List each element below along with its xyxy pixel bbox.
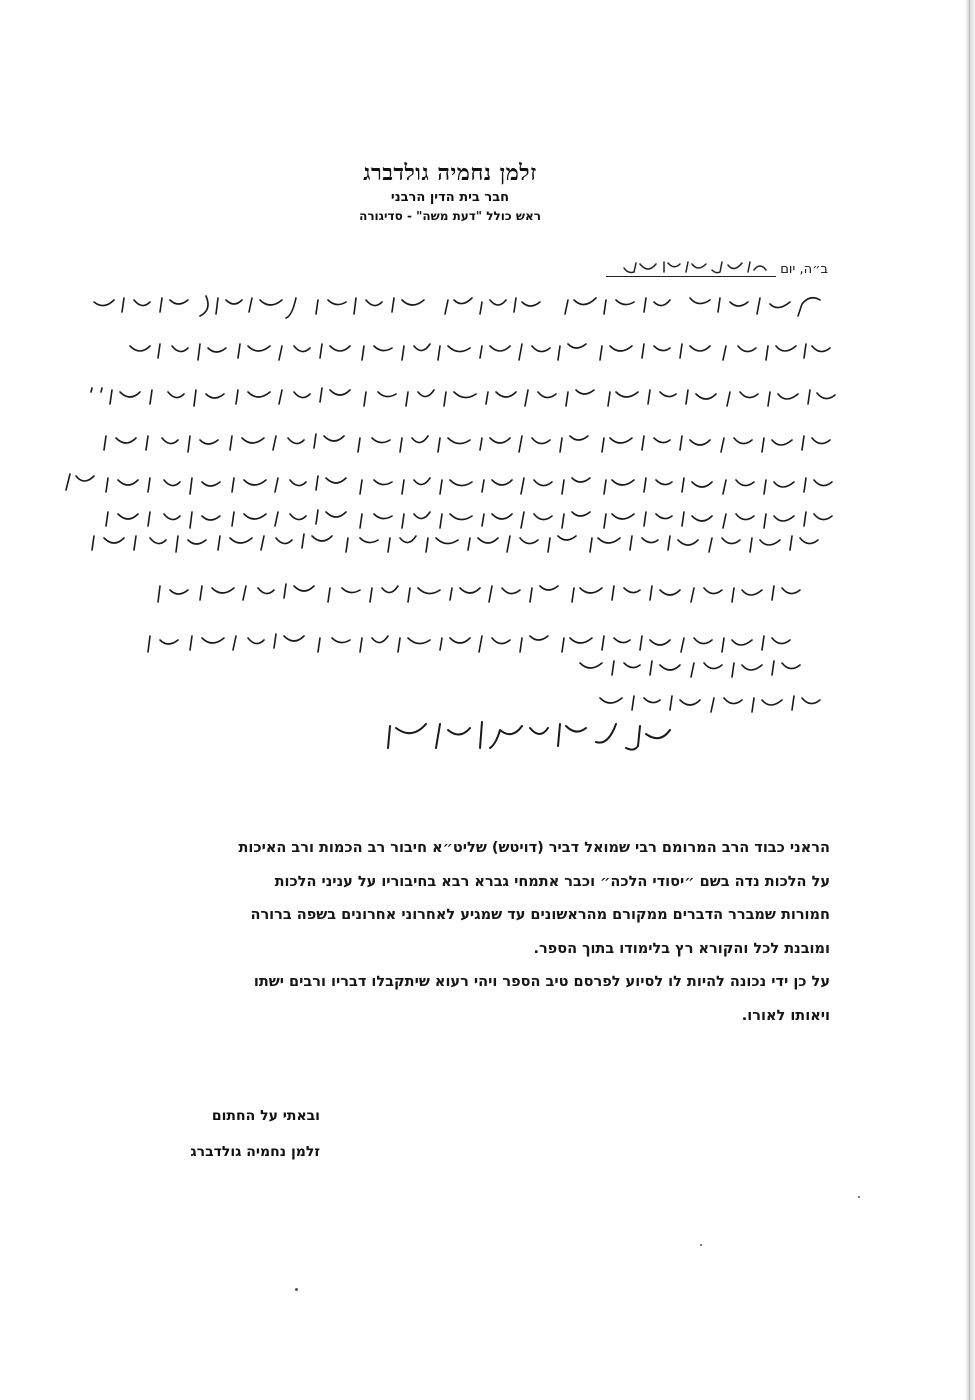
- date-line: [528, 258, 828, 277]
- letterhead-name: זלמן נחמיה גולדברג: [363, 160, 537, 186]
- handwritten-line-11: [600, 696, 820, 712]
- handwritten-line-8: [158, 584, 800, 602]
- handwritten-signature: [388, 722, 670, 750]
- closing-signature-name: זלמן נחמיה גולדברג: [190, 1144, 320, 1160]
- handwritten-line-5: [66, 474, 832, 494]
- letterhead-yeshiva: ראש כולל "דעת משה" - סדיגורה: [359, 209, 541, 223]
- handwritten-line-6: [106, 510, 832, 528]
- scan-speck: [295, 1288, 298, 1291]
- letterhead: [300, 160, 600, 223]
- typed-line: על כן ידי נכונה להיות לו לסיוע לפרסם טיב הספר ויהי רעוא שיתקבלו דבריו ורבים ישתו: [253, 974, 830, 990]
- handwritten-line-4: [104, 434, 830, 452]
- typed-line: על הלכות נדה בשם ״יסודי הלכה״ וכבר אתמחי גברא רבא בחיבוריו על עניני הלכות: [274, 873, 830, 890]
- scan-speck: [858, 1196, 860, 1198]
- scanned-page-edge: [965, 0, 975, 1400]
- scan-speck: [700, 1244, 702, 1246]
- handwritten-line-3: [91, 388, 835, 406]
- handwritten-line-1: [94, 296, 820, 318]
- handwritten-line-7: [92, 534, 818, 552]
- handwritten-line-2: [130, 344, 830, 360]
- typed-line: חמורות שמברר הדברים ממקורם מהראשונים עד שמגיע לאחרוני אחרונים בשפה ברורה: [250, 907, 830, 923]
- closing-line: ובאתי על החתום: [211, 1108, 320, 1124]
- handwritten-approbation: [20, 290, 900, 780]
- handwritten-line-10: [580, 661, 800, 677]
- typed-line: ויאותו לאורו.: [741, 1007, 830, 1024]
- letterhead-position: חבר בית הדין הרבני: [390, 190, 510, 205]
- handwritten-line-9: [148, 634, 790, 652]
- handwritten-date: [606, 258, 776, 277]
- typed-line: הראני כבוד הרב המרומם רבי שמואל דביר (דויטש) שליט״א חיבור רב הכמות ורב האיכות: [238, 840, 830, 856]
- closing-block: [120, 1098, 320, 1170]
- date-prefix: ב״ה, יום: [780, 262, 828, 277]
- typed-body: [95, 832, 830, 1033]
- typed-line: ומובנת לכל והקורא רץ בלימודו בתוך הספר.: [533, 940, 830, 957]
